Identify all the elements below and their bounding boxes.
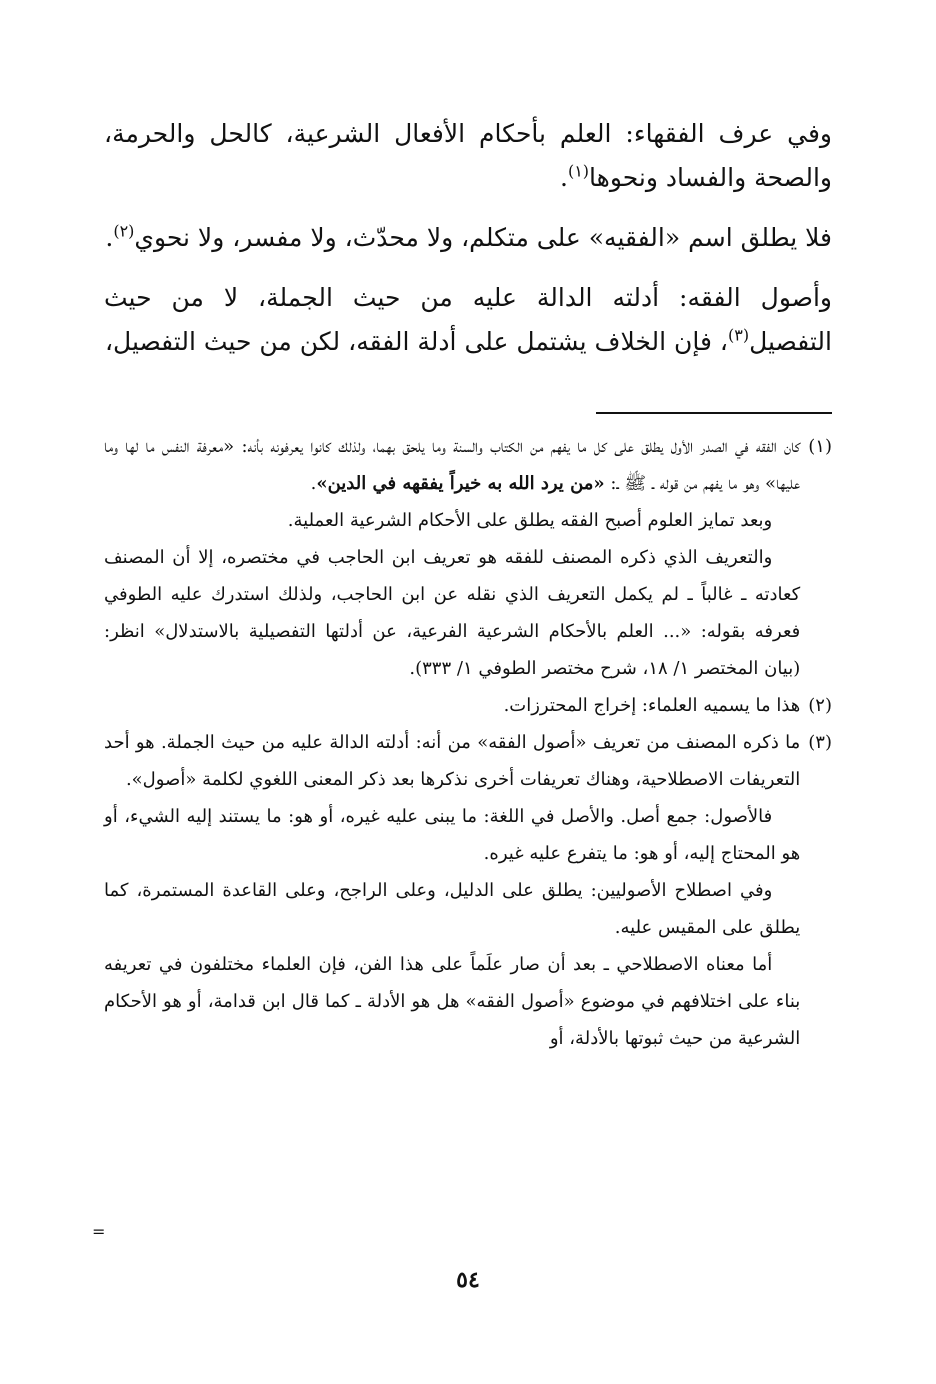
paragraph-faqih-usage bbox=[104, 216, 832, 260]
footnote-number: (٣) bbox=[808, 732, 832, 753]
footnote-paragraph: فالأصول: جمع أصل. والأصل في اللغة: ما يبنى عليه غيره، أو هو: ما يستند إليه الشيء، أو هو المحتاج إليه، أو هو: ما يتفرع عليه غيره. bbox=[104, 806, 801, 864]
footnote-body bbox=[104, 724, 800, 1057]
footnote-text: . bbox=[310, 473, 317, 494]
footnote-paragraph: وفي اصطلاح الأصوليين: يطلق على الدليل، وعلى الراجح، وعلى القاعدة المستمرة، كما يطلق على المقيس عليه. bbox=[104, 880, 801, 938]
continuation-mark: = bbox=[92, 1222, 106, 1241]
hadith-quote: «من يرد الله به خيراً يفقهه في الدين» bbox=[316, 473, 605, 494]
footnote-paragraph: أما معناه الاصطلاحي ـ بعد أن صار علَماً على هذا الفن، فإن العلماء مختلفون في تعريفه بناء على اختلافهم في موضوع «أصول الفقه» هل هو الأدلة ـ كما قال ابن قدامة، أو هو الأحكام الشرعية من حيث ثبوتها بالأدلة، أو bbox=[104, 954, 801, 1049]
footnote-ref-2[interactable]: (٢) bbox=[113, 221, 135, 241]
footnote-3 bbox=[104, 724, 832, 1057]
footnote-paragraph: ما ذكره المصنف من تعريف «أصول الفقه» من أنه: أدلته الدالة عليه من حيث الجملة. هو أحد التعريفات الاصطلاحية، وهناك تعريفات أخرى نذكرها بعد ذكر المعنى اللغوي لكلمة «أصول». bbox=[104, 732, 801, 790]
footnote-number: (١) bbox=[808, 436, 832, 457]
paragraph-end: . bbox=[105, 223, 114, 252]
paragraph-text: ، فإن الخلاف يشتمل على أدلة الفقه، لكن من حيث التفصيل، bbox=[104, 327, 728, 356]
footnotes bbox=[104, 428, 832, 1057]
footnote-body bbox=[104, 687, 800, 724]
paragraph-text: وفي عرف الفقهاء: العلم بأحكام الأفعال الشرعية، كالحل والحرمة، والصحة والفساد ونحوها bbox=[104, 119, 832, 192]
paragraph-text: فلا يطلق اسم «الفقيه» على متكلم، ولا محدّث، ولا مفسر، ولا نحوي bbox=[134, 223, 832, 252]
page-number: ٥٤ bbox=[456, 1267, 480, 1293]
footnote-ref-1[interactable]: (١) bbox=[567, 161, 590, 181]
footnote-paragraph: والتعريف الذي ذكره المصنف للفقه هو تعريف ابن الحاجب في مختصره، إلا أن المصنف كعادته ـ غالباً ـ لم يكمل التعريف الذي نقله عن ابن الحاجب، ولذلك استدرك عليه الطوفي فعرفه بقوله: «... العلم بالأحكام الشرعية الفرعية، عن أدلتها التفصيلية بالاستدلال» انظر: (بيان المختصر ١/ ١٨، شرح مختصر الطوفي ١/ ٣٣٣). bbox=[104, 547, 801, 679]
footnote-paragraph: هذا ما يسميه العلماء: إخراج المحترزات. bbox=[503, 695, 801, 716]
footnote-separator bbox=[596, 412, 832, 414]
paragraph-fiqh-definition bbox=[104, 112, 832, 200]
paragraph-usul-definition bbox=[104, 276, 832, 364]
paragraph-end: . bbox=[559, 163, 568, 192]
footnote-body bbox=[104, 428, 800, 687]
footnote-1 bbox=[104, 428, 832, 687]
paragraph-text: وأصول الفقه: أدلته الدالة عليه من حيث الجملة، لا من حيث التفصيل bbox=[104, 283, 832, 356]
footnote-ref-3[interactable]: (٣) bbox=[727, 325, 750, 345]
footnote-paragraph: وبعد تمايز العلوم أصبح الفقه يطلق على الأحكام الشرعية العملية. bbox=[287, 510, 773, 531]
footnote-text: كان الفقه في الصدر الأول يطلق على كل ما يفهم من الكتاب والسنة وما يلحق بهما، ولذلك كانوا يعرفونه بأنه: «معرفة النفس ما لها وما عليها» وهو ما يفهم من قوله ـ ﷺ ـ: bbox=[104, 436, 801, 494]
footnote-paragraph bbox=[104, 428, 800, 502]
main-text bbox=[104, 112, 832, 380]
footnote-2 bbox=[104, 687, 832, 724]
footnote-number: (٢) bbox=[808, 695, 832, 716]
